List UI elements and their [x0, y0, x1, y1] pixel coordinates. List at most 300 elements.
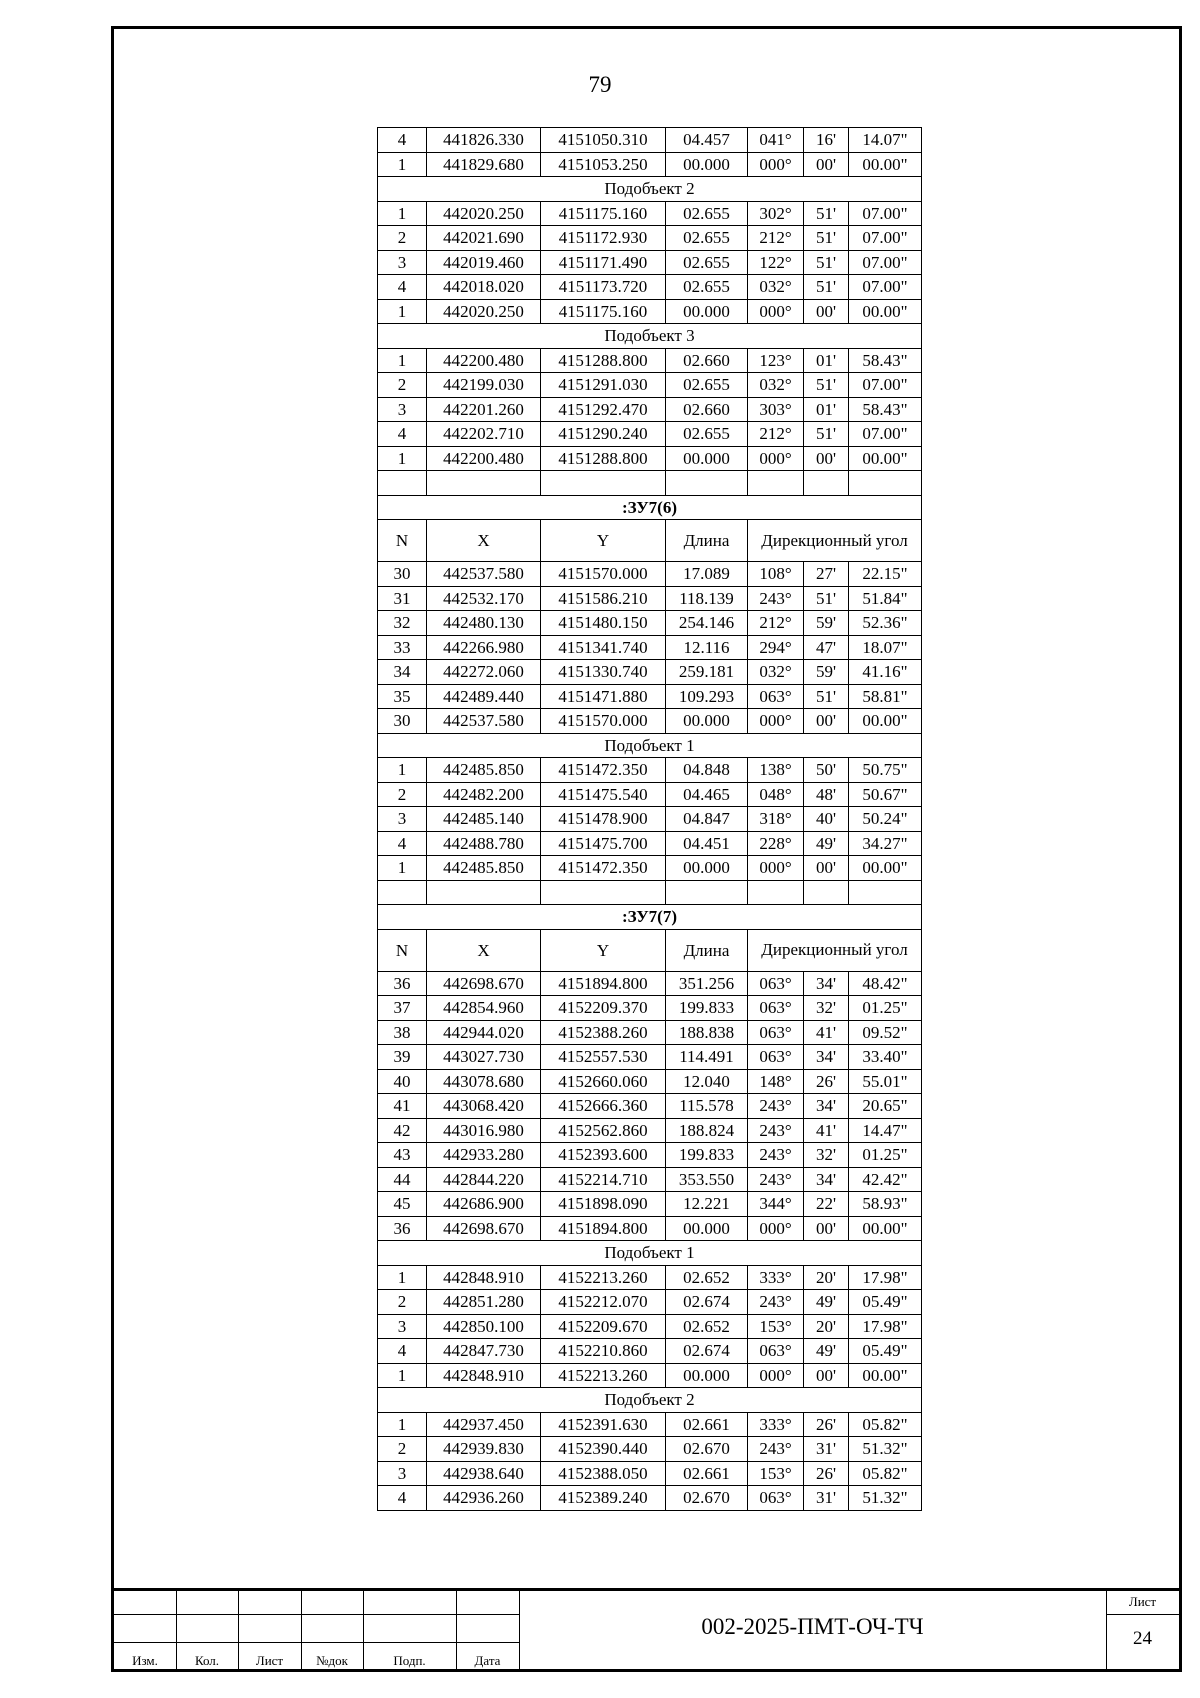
y-coordinate-cell: 4151292.470: [541, 397, 666, 422]
section-heading-row: [378, 495, 922, 520]
table-row: [378, 831, 922, 856]
table-row: [378, 758, 922, 783]
empty-cell: [849, 471, 922, 496]
point-number-cell: 2: [378, 373, 427, 398]
x-coordinate-cell: 442944.020: [427, 1020, 541, 1045]
y-coordinate-cell: 4152389.240: [541, 1486, 666, 1511]
point-number-cell: 1: [378, 758, 427, 783]
y-coordinate-cell: 4151341.740: [541, 635, 666, 660]
empty-cell: [427, 880, 541, 905]
angle-degrees-cell: 063°: [748, 1339, 804, 1364]
angle-degrees-cell: 138°: [748, 758, 804, 783]
angle-seconds-cell: 01.25": [849, 996, 922, 1021]
length-cell: 00.000: [666, 152, 748, 177]
table-row: [378, 1118, 922, 1143]
table-row: [378, 1045, 922, 1070]
angle-degrees-cell: 000°: [748, 1216, 804, 1241]
angle-degrees-cell: 243°: [748, 1437, 804, 1462]
angle-minutes-cell: 59': [804, 611, 849, 636]
y-coordinate-cell: 4151471.880: [541, 684, 666, 709]
angle-seconds-cell: 00.00": [849, 446, 922, 471]
table-row: [378, 446, 922, 471]
point-number-cell: 41: [378, 1094, 427, 1119]
y-coordinate-cell: 4151586.210: [541, 586, 666, 611]
angle-degrees-cell: 303°: [748, 397, 804, 422]
angle-minutes-cell: 20': [804, 1314, 849, 1339]
angle-seconds-cell: 00.00": [849, 709, 922, 734]
empty-cell: [849, 880, 922, 905]
length-cell: 02.655: [666, 373, 748, 398]
header-length: Длина: [666, 520, 748, 562]
subobject-heading: Подобъект 1: [378, 733, 922, 758]
length-cell: 04.457: [666, 128, 748, 153]
angle-minutes-cell: 26': [804, 1069, 849, 1094]
angle-seconds-cell: 51.32": [849, 1437, 922, 1462]
angle-seconds-cell: 07.00": [849, 275, 922, 300]
y-coordinate-cell: 4151472.350: [541, 758, 666, 783]
length-cell: 02.674: [666, 1290, 748, 1315]
angle-seconds-cell: 17.98": [849, 1265, 922, 1290]
length-cell: 02.655: [666, 250, 748, 275]
angle-minutes-cell: 32': [804, 1143, 849, 1168]
length-cell: 109.293: [666, 684, 748, 709]
subobject-heading: Подобъект 2: [378, 177, 922, 202]
angle-seconds-cell: 05.82": [849, 1461, 922, 1486]
angle-seconds-cell: 22.15": [849, 562, 922, 587]
point-number-cell: 4: [378, 128, 427, 153]
table-row: [378, 128, 922, 153]
length-cell: 114.491: [666, 1045, 748, 1070]
angle-seconds-cell: 55.01": [849, 1069, 922, 1094]
angle-seconds-cell: 07.00": [849, 373, 922, 398]
empty-cell: [748, 880, 804, 905]
angle-seconds-cell: 50.75": [849, 758, 922, 783]
angle-minutes-cell: 48': [804, 782, 849, 807]
x-coordinate-cell: 442698.670: [427, 971, 541, 996]
x-coordinate-cell: 442847.730: [427, 1339, 541, 1364]
table-row: [378, 1020, 922, 1045]
angle-minutes-cell: 51': [804, 201, 849, 226]
stamp-label-ndok: №док: [316, 1653, 348, 1668]
table-row: [378, 1486, 922, 1511]
point-number-cell: 4: [378, 1339, 427, 1364]
point-number-cell: 39: [378, 1045, 427, 1070]
table-row: [378, 373, 922, 398]
y-coordinate-cell: 4151291.030: [541, 373, 666, 398]
stamp-label-data: Дата: [474, 1653, 501, 1668]
length-cell: 02.670: [666, 1486, 748, 1511]
length-cell: 02.670: [666, 1437, 748, 1462]
y-coordinate-cell: 4151894.800: [541, 971, 666, 996]
y-coordinate-cell: 4152562.860: [541, 1118, 666, 1143]
angle-minutes-cell: 51': [804, 684, 849, 709]
point-number-cell: 32: [378, 611, 427, 636]
empty-cell: [804, 471, 849, 496]
table-row: [378, 1094, 922, 1119]
angle-minutes-cell: 34': [804, 1094, 849, 1119]
header-n: N: [378, 520, 427, 562]
point-number-cell: 4: [378, 1486, 427, 1511]
length-cell: 02.652: [666, 1314, 748, 1339]
table-row: [378, 1069, 922, 1094]
angle-seconds-cell: 05.49": [849, 1339, 922, 1364]
x-coordinate-cell: 442482.200: [427, 782, 541, 807]
empty-cell: [748, 471, 804, 496]
point-number-cell: 1: [378, 299, 427, 324]
table-row: [378, 152, 922, 177]
y-coordinate-cell: 4152388.050: [541, 1461, 666, 1486]
y-coordinate-cell: 4151475.540: [541, 782, 666, 807]
y-coordinate-cell: 4152214.710: [541, 1167, 666, 1192]
point-number-cell: 33: [378, 635, 427, 660]
y-coordinate-cell: 4152660.060: [541, 1069, 666, 1094]
length-cell: 02.655: [666, 226, 748, 251]
x-coordinate-cell: 442018.020: [427, 275, 541, 300]
angle-degrees-cell: 000°: [748, 152, 804, 177]
angle-seconds-cell: 05.49": [849, 1290, 922, 1315]
table-row: [378, 1461, 922, 1486]
length-cell: 00.000: [666, 1216, 748, 1241]
angle-degrees-cell: 153°: [748, 1314, 804, 1339]
angle-seconds-cell: 48.42": [849, 971, 922, 996]
angle-minutes-cell: 34': [804, 971, 849, 996]
angle-degrees-cell: 000°: [748, 299, 804, 324]
point-number-cell: 3: [378, 397, 427, 422]
angle-minutes-cell: 00': [804, 446, 849, 471]
x-coordinate-cell: 442266.980: [427, 635, 541, 660]
table-row: [378, 1314, 922, 1339]
point-number-cell: 1: [378, 1412, 427, 1437]
angle-degrees-cell: 294°: [748, 635, 804, 660]
point-number-cell: 34: [378, 660, 427, 685]
angle-minutes-cell: 20': [804, 1265, 849, 1290]
x-coordinate-cell: 442272.060: [427, 660, 541, 685]
angle-minutes-cell: 34': [804, 1167, 849, 1192]
table-row: [378, 226, 922, 251]
angle-minutes-cell: 26': [804, 1412, 849, 1437]
y-coordinate-cell: 4152209.370: [541, 996, 666, 1021]
x-coordinate-cell: 442019.460: [427, 250, 541, 275]
table-row: [378, 1437, 922, 1462]
y-coordinate-cell: 4151570.000: [541, 709, 666, 734]
title-block: [114, 1588, 1179, 1669]
length-cell: 02.674: [666, 1339, 748, 1364]
length-cell: 00.000: [666, 856, 748, 881]
section-heading: :ЗУ7(7): [378, 905, 922, 930]
length-cell: 02.655: [666, 422, 748, 447]
length-cell: 02.661: [666, 1461, 748, 1486]
angle-minutes-cell: 22': [804, 1192, 849, 1217]
length-cell: 351.256: [666, 971, 748, 996]
x-coordinate-cell: 442848.910: [427, 1265, 541, 1290]
angle-degrees-cell: 048°: [748, 782, 804, 807]
stamp-label-kol: Кол.: [194, 1653, 220, 1668]
angle-seconds-cell: 14.47": [849, 1118, 922, 1143]
length-cell: 188.824: [666, 1118, 748, 1143]
header-x: X: [427, 929, 541, 971]
x-coordinate-cell: 442202.710: [427, 422, 541, 447]
x-coordinate-cell: 442485.140: [427, 807, 541, 832]
point-number-cell: 3: [378, 1461, 427, 1486]
point-number-cell: 38: [378, 1020, 427, 1045]
x-coordinate-cell: 442200.480: [427, 446, 541, 471]
x-coordinate-cell: 442850.100: [427, 1314, 541, 1339]
subobject-heading-row: [378, 324, 922, 349]
point-number-cell: 31: [378, 586, 427, 611]
angle-minutes-cell: 51': [804, 250, 849, 275]
angle-minutes-cell: 51': [804, 586, 849, 611]
table-row: [378, 562, 922, 587]
point-number-cell: 40: [378, 1069, 427, 1094]
point-number-cell: 2: [378, 782, 427, 807]
length-cell: 00.000: [666, 1363, 748, 1388]
subobject-heading-row: [378, 1388, 922, 1413]
y-coordinate-cell: 4151171.490: [541, 250, 666, 275]
y-coordinate-cell: 4151898.090: [541, 1192, 666, 1217]
y-coordinate-cell: 4152210.860: [541, 1339, 666, 1364]
table-row: [378, 782, 922, 807]
angle-degrees-cell: 000°: [748, 446, 804, 471]
angle-degrees-cell: 212°: [748, 611, 804, 636]
table-row: [378, 611, 922, 636]
angle-minutes-cell: 34': [804, 1045, 849, 1070]
angle-degrees-cell: 032°: [748, 660, 804, 685]
angle-degrees-cell: 228°: [748, 831, 804, 856]
table-row: [378, 971, 922, 996]
table-row: [378, 996, 922, 1021]
angle-degrees-cell: 148°: [748, 1069, 804, 1094]
angle-seconds-cell: 05.82": [849, 1412, 922, 1437]
angle-minutes-cell: 41': [804, 1118, 849, 1143]
subobject-heading-row: [378, 733, 922, 758]
angle-minutes-cell: 51': [804, 422, 849, 447]
angle-degrees-cell: 063°: [748, 1020, 804, 1045]
table-row: [378, 1412, 922, 1437]
table-row: [378, 635, 922, 660]
angle-degrees-cell: 063°: [748, 996, 804, 1021]
table-row: [378, 1167, 922, 1192]
y-coordinate-cell: 4151172.930: [541, 226, 666, 251]
angle-seconds-cell: 14.07": [849, 128, 922, 153]
x-coordinate-cell: 442537.580: [427, 562, 541, 587]
y-coordinate-cell: 4151570.000: [541, 562, 666, 587]
subobject-heading-row: [378, 1241, 922, 1266]
y-coordinate-cell: 4151050.310: [541, 128, 666, 153]
angle-seconds-cell: 20.65": [849, 1094, 922, 1119]
point-number-cell: 36: [378, 971, 427, 996]
point-number-cell: 4: [378, 831, 427, 856]
coordinates-table: [377, 127, 922, 1511]
y-coordinate-cell: 4151053.250: [541, 152, 666, 177]
length-cell: 188.838: [666, 1020, 748, 1045]
table-row: [378, 660, 922, 685]
x-coordinate-cell: 442844.220: [427, 1167, 541, 1192]
header-y: Y: [541, 520, 666, 562]
angle-minutes-cell: 16': [804, 128, 849, 153]
point-number-cell: 1: [378, 152, 427, 177]
angle-minutes-cell: 01': [804, 397, 849, 422]
angle-seconds-cell: 51.32": [849, 1486, 922, 1511]
header-y: Y: [541, 929, 666, 971]
angle-degrees-cell: 243°: [748, 1143, 804, 1168]
x-coordinate-cell: 442199.030: [427, 373, 541, 398]
point-number-cell: 43: [378, 1143, 427, 1168]
y-coordinate-cell: 4152393.600: [541, 1143, 666, 1168]
x-coordinate-cell: 443078.680: [427, 1069, 541, 1094]
table-row: [378, 586, 922, 611]
angle-seconds-cell: 33.40": [849, 1045, 922, 1070]
empty-cell: [804, 880, 849, 905]
angle-seconds-cell: 50.24": [849, 807, 922, 832]
section-heading-row: [378, 905, 922, 930]
y-coordinate-cell: 4151288.800: [541, 446, 666, 471]
point-number-cell: 1: [378, 1363, 427, 1388]
angle-minutes-cell: 49': [804, 1290, 849, 1315]
empty-cell: [666, 471, 748, 496]
angle-minutes-cell: 49': [804, 1339, 849, 1364]
angle-minutes-cell: 01': [804, 348, 849, 373]
x-coordinate-cell: 443068.420: [427, 1094, 541, 1119]
angle-seconds-cell: 34.27": [849, 831, 922, 856]
angle-degrees-cell: 063°: [748, 684, 804, 709]
subobject-heading: Подобъект 1: [378, 1241, 922, 1266]
x-coordinate-cell: 442698.670: [427, 1216, 541, 1241]
angle-seconds-cell: 17.98": [849, 1314, 922, 1339]
point-number-cell: 3: [378, 807, 427, 832]
point-number-cell: 1: [378, 856, 427, 881]
angle-minutes-cell: 31': [804, 1486, 849, 1511]
length-cell: 118.139: [666, 586, 748, 611]
x-coordinate-cell: 443027.730: [427, 1045, 541, 1070]
angle-degrees-cell: 000°: [748, 1363, 804, 1388]
point-number-cell: 42: [378, 1118, 427, 1143]
y-coordinate-cell: 4151290.240: [541, 422, 666, 447]
angle-degrees-cell: 032°: [748, 373, 804, 398]
length-cell: 00.000: [666, 446, 748, 471]
point-number-cell: 3: [378, 1314, 427, 1339]
length-cell: 04.465: [666, 782, 748, 807]
table-row: [378, 299, 922, 324]
table-row: [378, 422, 922, 447]
table-row: [378, 1192, 922, 1217]
angle-degrees-cell: 000°: [748, 709, 804, 734]
header-direction-angle: Дирекционный угол: [748, 929, 922, 971]
angle-degrees-cell: 243°: [748, 1118, 804, 1143]
x-coordinate-cell: 442532.170: [427, 586, 541, 611]
length-cell: 04.451: [666, 831, 748, 856]
y-coordinate-cell: 4152557.530: [541, 1045, 666, 1070]
angle-seconds-cell: 52.36": [849, 611, 922, 636]
x-coordinate-cell: 442537.580: [427, 709, 541, 734]
stamp-label-podp: Подп.: [393, 1653, 426, 1668]
x-coordinate-cell: 441829.680: [427, 152, 541, 177]
empty-cell: [378, 471, 427, 496]
subobject-heading: Подобъект 3: [378, 324, 922, 349]
x-coordinate-cell: 442020.250: [427, 201, 541, 226]
point-number-cell: 1: [378, 201, 427, 226]
y-coordinate-cell: 4151288.800: [541, 348, 666, 373]
angle-degrees-cell: 063°: [748, 1486, 804, 1511]
length-cell: 353.550: [666, 1167, 748, 1192]
angle-degrees-cell: 344°: [748, 1192, 804, 1217]
angle-degrees-cell: 212°: [748, 226, 804, 251]
table-row: [378, 807, 922, 832]
point-number-cell: 4: [378, 422, 427, 447]
point-number-cell: 1: [378, 446, 427, 471]
x-coordinate-cell: 442936.260: [427, 1486, 541, 1511]
x-coordinate-cell: 442686.900: [427, 1192, 541, 1217]
y-coordinate-cell: 4152391.630: [541, 1412, 666, 1437]
table-row: [378, 856, 922, 881]
y-coordinate-cell: 4151472.350: [541, 856, 666, 881]
angle-minutes-cell: 00': [804, 299, 849, 324]
angle-seconds-cell: 51.84": [849, 586, 922, 611]
x-coordinate-cell: 442201.260: [427, 397, 541, 422]
table-row: [378, 201, 922, 226]
length-cell: 259.181: [666, 660, 748, 685]
angle-minutes-cell: 26': [804, 1461, 849, 1486]
y-coordinate-cell: 4151478.900: [541, 807, 666, 832]
page-number: 79: [588, 72, 612, 97]
length-cell: 115.578: [666, 1094, 748, 1119]
length-cell: 02.661: [666, 1412, 748, 1437]
angle-seconds-cell: 58.81": [849, 684, 922, 709]
angle-seconds-cell: 01.25": [849, 1143, 922, 1168]
x-coordinate-cell: 442848.910: [427, 1363, 541, 1388]
x-coordinate-cell: 442933.280: [427, 1143, 541, 1168]
y-coordinate-cell: 4151173.720: [541, 275, 666, 300]
empty-row: [378, 880, 922, 905]
point-number-cell: 1: [378, 348, 427, 373]
point-number-cell: 3: [378, 250, 427, 275]
table-row: [378, 1339, 922, 1364]
table-row: [378, 1216, 922, 1241]
y-coordinate-cell: 4151480.150: [541, 611, 666, 636]
length-cell: 00.000: [666, 709, 748, 734]
angle-seconds-cell: 00.00": [849, 1216, 922, 1241]
length-cell: 17.089: [666, 562, 748, 587]
table-row: [378, 1363, 922, 1388]
angle-seconds-cell: 00.00": [849, 152, 922, 177]
angle-minutes-cell: 49': [804, 831, 849, 856]
header-x: X: [427, 520, 541, 562]
length-cell: 199.833: [666, 1143, 748, 1168]
table-row: [378, 275, 922, 300]
angle-minutes-cell: 51': [804, 275, 849, 300]
y-coordinate-cell: 4151894.800: [541, 1216, 666, 1241]
empty-cell: [666, 880, 748, 905]
y-coordinate-cell: 4152213.260: [541, 1363, 666, 1388]
angle-seconds-cell: 07.00": [849, 201, 922, 226]
angle-degrees-cell: 302°: [748, 201, 804, 226]
empty-row: [378, 471, 922, 496]
angle-minutes-cell: 00': [804, 709, 849, 734]
angle-seconds-cell: 00.00": [849, 856, 922, 881]
subobject-heading: Подобъект 2: [378, 1388, 922, 1413]
empty-cell: [378, 880, 427, 905]
angle-degrees-cell: 063°: [748, 971, 804, 996]
length-cell: 02.660: [666, 397, 748, 422]
empty-cell: [427, 471, 541, 496]
x-coordinate-cell: 442485.850: [427, 856, 541, 881]
y-coordinate-cell: 4151175.160: [541, 201, 666, 226]
x-coordinate-cell: 442485.850: [427, 758, 541, 783]
x-coordinate-cell: 442938.640: [427, 1461, 541, 1486]
angle-minutes-cell: 51': [804, 226, 849, 251]
x-coordinate-cell: 442851.280: [427, 1290, 541, 1315]
y-coordinate-cell: 4152666.360: [541, 1094, 666, 1119]
table-row: [378, 1143, 922, 1168]
